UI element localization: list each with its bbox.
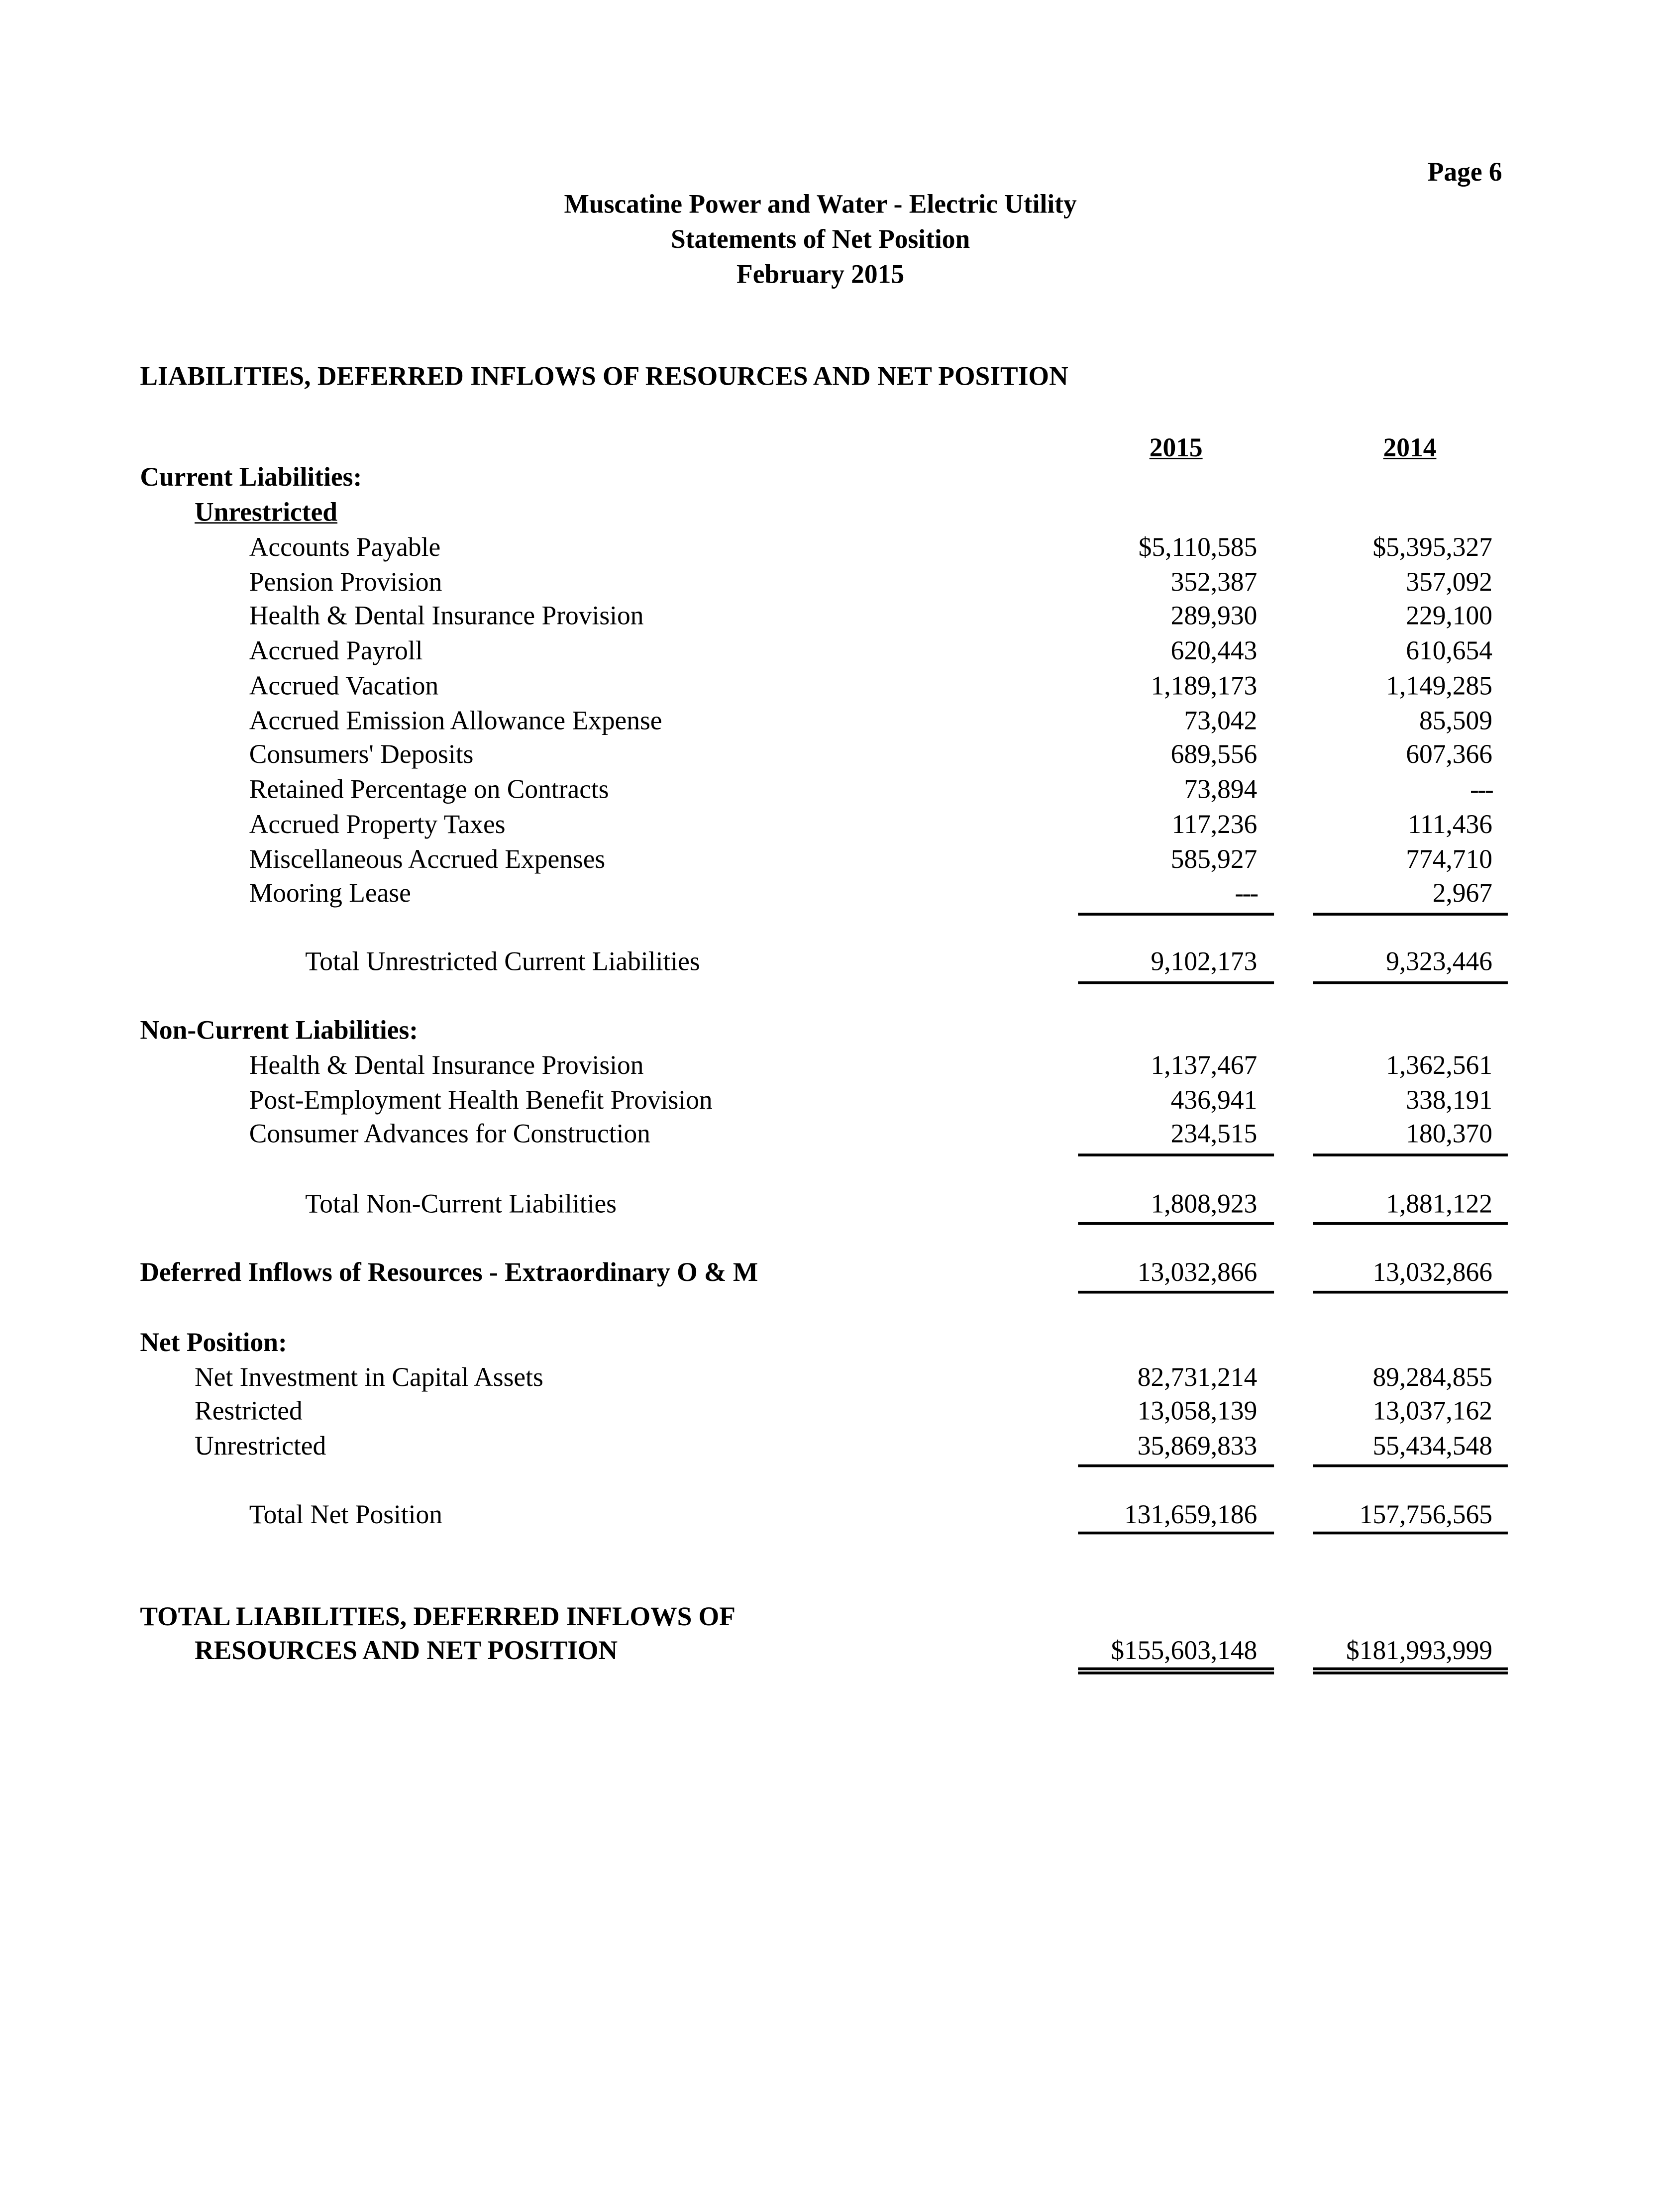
deferred-inflows-row <box>0 1258 1680 1293</box>
grand-total-label-line1: TOTAL LIABILITIES, DEFERRED INFLOWS OF <box>140 1603 735 1633</box>
grand-total-label-line2: RESOURCES AND NET POSITION <box>195 1636 618 1666</box>
row-label: Consumers' Deposits <box>249 740 474 770</box>
value-2015: 620,443 <box>1170 637 1258 667</box>
value-2014: 1,362,561 <box>1386 1051 1492 1081</box>
value-2015: 436,941 <box>1170 1086 1258 1116</box>
deferred-rule-2015 <box>1078 1291 1274 1294</box>
table-row <box>0 637 1680 672</box>
total-2015: 131,659,186 <box>1124 1500 1258 1530</box>
current-liabilities-heading-row <box>0 463 1680 498</box>
current-liabilities-heading: Current Liabilities: <box>140 463 362 493</box>
value-2015: 117,236 <box>1171 810 1258 840</box>
subtotal-rule-2015 <box>1078 1465 1274 1467</box>
value-2014: 1,149,285 <box>1386 672 1492 702</box>
total-rule-2015 <box>1078 1222 1274 1225</box>
row-label: Pension Provision <box>249 568 442 598</box>
value-2015: 234,515 <box>1170 1120 1258 1150</box>
value-2015: 73,042 <box>1184 707 1258 736</box>
subtotal-rule-2014 <box>1313 1465 1508 1467</box>
value-2015: 585,927 <box>1170 845 1258 875</box>
total-rule-2014 <box>1313 1222 1508 1225</box>
table-row <box>0 1432 1680 1467</box>
row-label: Restricted <box>195 1397 303 1427</box>
total-label: Total Unrestricted Current Liabilities <box>305 947 700 977</box>
value-2014: 607,366 <box>1406 740 1492 770</box>
value-2014: 111,436 <box>1408 810 1492 840</box>
total-row-net-position <box>0 1501 1680 1536</box>
total-2015: 9,102,173 <box>1151 947 1258 977</box>
value-2014: 2,967 <box>1432 879 1492 909</box>
value-2015: 352,387 <box>1170 568 1258 598</box>
row-label: Accrued Vacation <box>249 672 439 702</box>
value-2014: 13,037,162 <box>1372 1397 1492 1427</box>
column-header-2015: 2015 <box>1149 434 1203 464</box>
page-number: Page 6 <box>1427 158 1502 188</box>
table-row <box>0 1397 1680 1432</box>
table-row <box>0 1086 1680 1121</box>
value-2014: 229,100 <box>1406 602 1492 631</box>
value-2015: 1,189,173 <box>1151 672 1258 702</box>
total-rule-2014 <box>1313 1532 1508 1535</box>
value-2014: --- <box>1470 775 1492 805</box>
document-title-statement: Statements of Net Position <box>670 225 970 255</box>
value-2014: 357,092 <box>1406 568 1492 598</box>
value-2014: 774,710 <box>1406 845 1492 875</box>
value-2015: $5,110,585 <box>1138 533 1258 563</box>
row-label: Unrestricted <box>195 1432 326 1462</box>
unrestricted-subheading-row <box>0 499 1680 533</box>
table-row <box>0 672 1680 707</box>
non-current-liabilities-heading: Non-Current Liabilities: <box>140 1016 419 1046</box>
total-row-non-current-liabilities <box>0 1190 1680 1225</box>
grand-total-2015: $155,603,148 <box>1111 1636 1258 1666</box>
table-row <box>0 602 1680 637</box>
value-2015: --- <box>1235 879 1258 909</box>
table-row <box>0 1363 1680 1398</box>
value-2015: 13,058,139 <box>1137 1397 1258 1427</box>
row-label: Mooring Lease <box>249 879 411 909</box>
net-position-heading-row <box>0 1329 1680 1363</box>
subtotal-rule-2014 <box>1313 913 1508 916</box>
column-header-2014: 2014 <box>1383 434 1437 464</box>
table-row <box>0 707 1680 742</box>
value-2015: 13,032,866 <box>1137 1258 1258 1288</box>
table-row <box>0 845 1680 880</box>
subtotal-rule-2014 <box>1313 1153 1508 1156</box>
grand-total-label-row-1 <box>0 1603 1680 1638</box>
total-rule-2015 <box>1078 981 1274 984</box>
total-rule-2014 <box>1313 981 1508 984</box>
table-row <box>0 776 1680 811</box>
total-label: Total Net Position <box>249 1500 443 1530</box>
document-title-org: Muscatine Power and Water - Electric Utility <box>564 190 1077 220</box>
row-label: Retained Percentage on Contracts <box>249 775 609 805</box>
row-label: Accrued Payroll <box>249 637 423 667</box>
row-label: Net Investment in Capital Assets <box>195 1363 543 1393</box>
value-2014: 85,509 <box>1419 707 1492 736</box>
value-2015: 73,894 <box>1184 775 1258 805</box>
value-2014: $5,395,327 <box>1372 533 1492 563</box>
table-row <box>0 1120 1680 1155</box>
table-row <box>0 568 1680 603</box>
value-2015: 35,869,833 <box>1137 1432 1258 1462</box>
value-2014: 180,370 <box>1406 1120 1492 1150</box>
total-2014: 9,323,446 <box>1386 947 1492 977</box>
total-2015: 1,808,923 <box>1151 1190 1258 1220</box>
section-title: LIABILITIES, DEFERRED INFLOWS OF RESOURCES AND NET POSITION <box>140 362 1068 392</box>
double-rule-2014 <box>1313 1668 1508 1675</box>
value-2014: 89,284,855 <box>1372 1363 1492 1393</box>
net-position-heading: Net Position: <box>140 1328 287 1358</box>
grand-total-2014: $181,993,999 <box>1346 1636 1492 1666</box>
non-current-liabilities-heading-row <box>0 1016 1680 1051</box>
subtotal-rule-2015 <box>1078 913 1274 916</box>
deferred-rule-2014 <box>1313 1291 1508 1294</box>
total-2014: 157,756,565 <box>1359 1500 1492 1530</box>
value-2015: 82,731,214 <box>1137 1363 1258 1393</box>
total-row-current-liabilities <box>0 948 1680 983</box>
table-row <box>0 811 1680 845</box>
grand-total-row <box>0 1637 1680 1672</box>
value-2014: 13,032,866 <box>1372 1258 1492 1288</box>
value-2014: 610,654 <box>1406 637 1492 667</box>
total-label: Total Non-Current Liabilities <box>305 1190 617 1220</box>
row-label: Post-Employment Health Benefit Provision <box>249 1086 713 1116</box>
value-2014: 338,191 <box>1406 1086 1492 1116</box>
row-label: Consumer Advances for Construction <box>249 1120 650 1150</box>
double-rule-2015 <box>1078 1668 1274 1675</box>
table-row <box>0 879 1680 914</box>
row-label: Accounts Payable <box>249 533 441 563</box>
subtotal-rule-2015 <box>1078 1153 1274 1156</box>
value-2015: 289,930 <box>1170 602 1258 631</box>
value-2015: 689,556 <box>1170 740 1258 770</box>
document-title-period: February 2015 <box>736 260 905 290</box>
total-rule-2015 <box>1078 1532 1274 1535</box>
table-row <box>0 1051 1680 1086</box>
total-2014: 1,881,122 <box>1386 1190 1492 1220</box>
row-label: Health & Dental Insurance Provision <box>249 602 644 631</box>
table-row <box>0 533 1680 568</box>
row-label: Health & Dental Insurance Provision <box>249 1051 644 1081</box>
row-label: Accrued Property Taxes <box>249 810 506 840</box>
deferred-inflows-label: Deferred Inflows of Resources - Extraordinary O & M <box>140 1258 758 1288</box>
table-row <box>0 740 1680 775</box>
value-2015: 1,137,467 <box>1151 1051 1258 1081</box>
row-label: Accrued Emission Allowance Expense <box>249 707 662 736</box>
unrestricted-subheading: Unrestricted <box>195 498 338 528</box>
value-2014: 55,434,548 <box>1372 1432 1492 1462</box>
row-label: Miscellaneous Accrued Expenses <box>249 845 606 875</box>
